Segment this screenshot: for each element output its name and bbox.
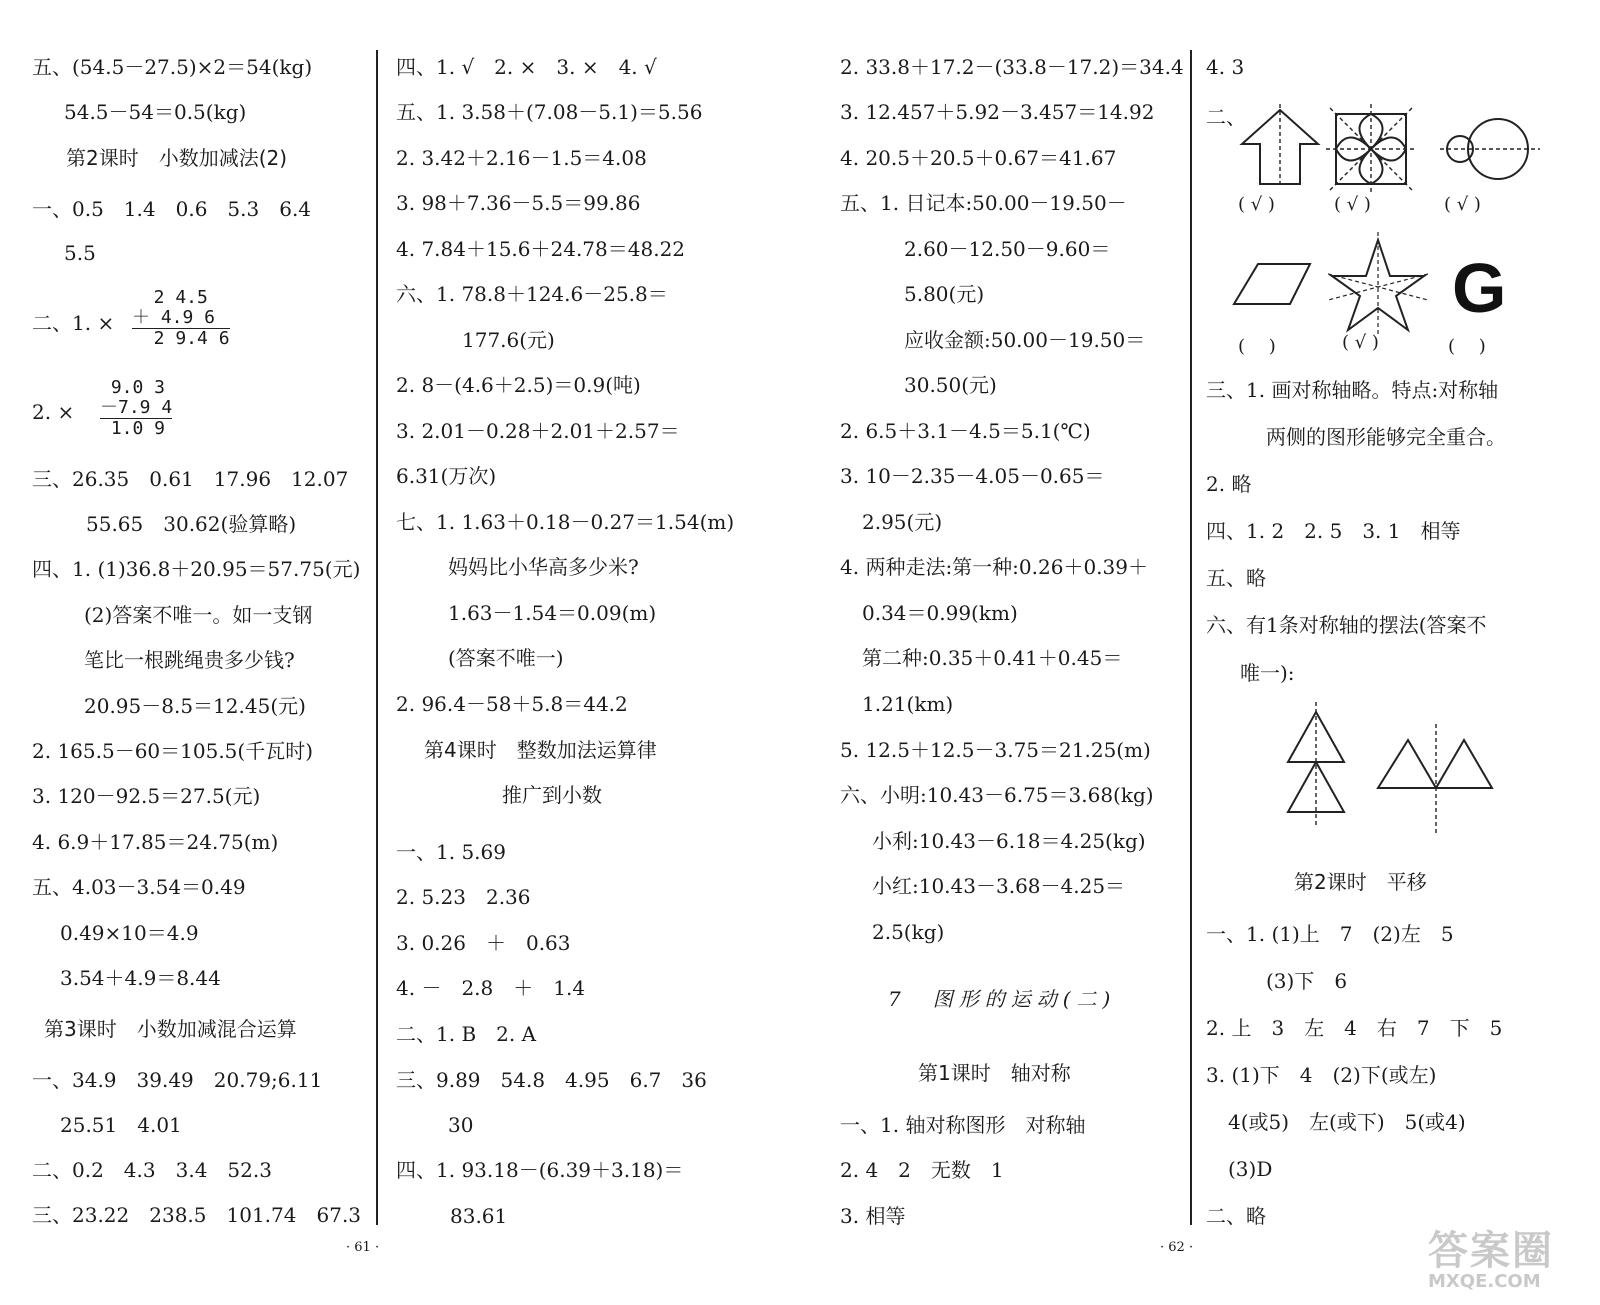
c4-line: 唯一): (1240, 661, 1295, 685)
vertical-calc-subtraction (100, 378, 172, 439)
c2-line: 2. 96.4－58＋5.8＝44.2 (396, 692, 628, 716)
c4-line: 一、1. (1)上 7 (2)左 5 (1206, 922, 1454, 946)
calc-row: 2 4.5 (132, 287, 208, 308)
c2-line: 2. 5.23 2.36 (396, 885, 531, 909)
c3-line: 2.60－12.50－9.60＝ (904, 237, 1111, 261)
c1-line: 五、(54.5－27.5)×2＝54(kg) (32, 55, 313, 79)
c1-line: 一、34.9 39.49 20.79;6.11 (32, 1068, 323, 1092)
c3-line: 5. 12.5＋12.5－3.75＝21.25(m) (840, 738, 1151, 762)
c4-line: (3)下 6 (1266, 969, 1348, 993)
c3-line: 1.21(km) (862, 692, 954, 716)
answer-mark: ( √ ) (1444, 194, 1481, 215)
c3-line: 五、1. 日记本:50.00－19.50－ (840, 191, 1127, 215)
watermark-sub: MXQE.COM (1428, 1271, 1541, 1292)
c4-line: 2. 上 3 左 4 右 7 下 5 (1206, 1016, 1503, 1040)
c3-line: 第二种:0.35＋0.41＋0.45＝ (862, 646, 1123, 670)
c2-line: 1.63－1.54＝0.09(m) (448, 601, 657, 625)
lesson-title: 第2课时 平移 (1294, 870, 1427, 894)
c2-line: 83.61 (450, 1204, 508, 1228)
c2-line: 30 (448, 1113, 474, 1137)
letter-g: G (1452, 249, 1507, 327)
c2-line: 一、1. 5.69 (396, 840, 506, 864)
vertical-calc-addition (132, 288, 230, 349)
two-circles-figure (1440, 119, 1540, 179)
c2-line: 妈妈比小华高多少米? (448, 555, 639, 579)
c4-line: 六、有1条对称轴的摆法(答案不 (1206, 613, 1487, 637)
lesson-title: 第2课时 小数加减法(2) (66, 146, 288, 170)
answer-mark: ( ) (1238, 336, 1276, 357)
answer-mark: ( √ ) (1342, 332, 1379, 353)
c3-line: 一、1. 轴对称图形 对称轴 (840, 1113, 1086, 1137)
c2-line: 2. 3.42＋2.16－1.5＝4.08 (396, 146, 647, 170)
stacked-triangles (1288, 702, 1344, 826)
calc-row: 2 9.4 6 (132, 328, 230, 349)
answer-mark: ( √ ) (1238, 194, 1275, 215)
c4-line: 2. 略 (1206, 472, 1252, 496)
c1-line: 三、23.22 238.5 101.74 67.3 (32, 1203, 362, 1227)
c1-line: 笔比一根跳绳贵多少钱? (84, 648, 295, 672)
calc-row: －7.9 4 (100, 397, 173, 418)
c3-line: 小利:10.43－6.18＝4.25(kg) (872, 829, 1146, 853)
arrow-figure (1242, 104, 1318, 188)
watermark (1428, 1228, 1578, 1292)
c4-line: 三、1. 画对称轴略。特点:对称轴 (1206, 378, 1499, 402)
page-number-right: · 62 · (1160, 1240, 1194, 1255)
c4-line: 两侧的图形能够完全重合。 (1266, 425, 1506, 449)
star-figure (1328, 232, 1428, 336)
lesson-title: 第3课时 小数加减混合运算 (44, 1017, 297, 1041)
c1-line: 二、1. × (32, 311, 115, 335)
c1-line: 五、4.03－3.54＝0.49 (32, 875, 246, 899)
c2-line: 6.31(万次) (396, 464, 497, 488)
calc-row: 1.0 9 (100, 418, 166, 439)
c4-line: 4(或5) 左(或下) 5(或4) (1228, 1110, 1466, 1134)
c3-line: 3. 10－2.35－4.05－0.65＝ (840, 464, 1105, 488)
c3-line: 0.34＝0.99(km) (862, 601, 1018, 625)
c2-line: 六、1. 78.8＋124.6－25.8＝ (396, 282, 668, 306)
c1-line: (2)答案不唯一。如一支钢 (84, 603, 313, 627)
column-divider-left (376, 50, 378, 1225)
c4-line: 3. (1)下 4 (2)下(或左) (1206, 1063, 1437, 1087)
c3-line: 5.80(元) (904, 282, 985, 306)
c3-line: 4. 20.5＋20.5＋0.67＝41.67 (840, 146, 1117, 170)
c4-line: 五、略 (1206, 566, 1266, 590)
c2-line: 3. 2.01－0.28＋2.01＋2.57＝ (396, 419, 680, 443)
c3-line: 3. 12.457＋5.92－3.457＝14.92 (840, 100, 1155, 124)
flower-square-figure (1326, 104, 1416, 194)
c2-line: 3. 0.26 ＋ 0.63 (396, 931, 571, 955)
c2-line: 七、1. 1.63＋0.18－0.27＝1.54(m) (396, 510, 735, 534)
c1-line: 3.54＋4.9＝8.44 (60, 966, 221, 990)
c2-line: 4. 7.84＋15.6＋24.78＝48.22 (396, 237, 686, 261)
c2-line: 四、1. 93.18－(6.39＋3.18)＝ (396, 1158, 684, 1182)
c3-line: 六、小明:10.43－6.75＝3.68(kg) (840, 783, 1154, 807)
c3-line: 3. 相等 (840, 1204, 906, 1228)
c1-line: 2. × (32, 400, 75, 424)
c2-line: 2. 8－(4.6＋2.5)＝0.9(吨) (396, 373, 641, 397)
column-divider-right (1190, 50, 1192, 1225)
chapter-title: 7 图形的运动(二) (888, 987, 1117, 1011)
c3-line: 2. 4 2 无数 1 (840, 1158, 1004, 1182)
c1-line: 55.65 30.62(验算略) (86, 512, 297, 536)
answer-mark: ( √ ) (1334, 194, 1371, 215)
c1-line: 54.5－54＝0.5(kg) (64, 100, 247, 124)
symmetry-figures (1230, 104, 1560, 354)
c3-line: 2. 6.5＋3.1－4.5＝5.1(℃) (840, 419, 1091, 443)
calc-row: ＋ 4.9 6 (132, 308, 230, 329)
lesson-title: 第1课时 轴对称 (918, 1061, 1071, 1085)
c1-line: 5.5 (64, 241, 96, 265)
c2-line: 177.6(元) (462, 328, 555, 352)
c1-line: 2. 165.5－60＝105.5(千瓦时) (32, 739, 314, 763)
c1-line: 3. 120－92.5＝27.5(元) (32, 784, 261, 808)
c2-line: 二、1. B 2. A (396, 1022, 537, 1046)
lesson-title: 第4课时 整数加法运算律 (424, 738, 657, 762)
c1-line: 三、26.35 0.61 17.96 12.07 (32, 467, 349, 491)
c2-line: 四、1. √ 2. × 3. × 4. √ (396, 55, 657, 79)
calc-row: 9.0 3 (100, 377, 166, 398)
c1-line: 4. 6.9＋17.85＝24.75(m) (32, 830, 279, 854)
c3-line: 30.50(元) (904, 373, 997, 397)
c1-line: 20.95－8.5＝12.45(元) (84, 694, 306, 718)
lesson-subtitle: 推广到小数 (502, 783, 602, 807)
c1-line: 一、0.5 1.4 0.6 5.3 6.4 (32, 197, 312, 221)
c3-line: 2. 33.8＋17.2－(33.8－17.2)＝34.4 (840, 55, 1184, 79)
c3-line: 2.5(kg) (872, 920, 945, 944)
c3-line: 小红:10.43－3.68－4.25＝ (872, 874, 1126, 898)
c1-line: 25.51 4.01 (60, 1113, 182, 1137)
c1-line: 二、0.2 4.3 3.4 52.3 (32, 1158, 272, 1182)
answer-mark: ( ) (1448, 336, 1486, 357)
c2-line: 4. － 2.8 ＋ 1.4 (396, 976, 586, 1000)
triangle-arrangements (1280, 700, 1520, 840)
c2-line: 三、9.89 54.8 4.95 6.7 36 (396, 1068, 707, 1092)
parallelogram-figure (1234, 264, 1310, 304)
c3-line: 4. 两种走法:第一种:0.26＋0.39＋ (840, 555, 1148, 579)
c4-line: 二、 (1206, 105, 1246, 129)
watermark-main: 答案圈 (1428, 1228, 1554, 1274)
c2-line: 3. 98＋7.36－5.5＝99.86 (396, 191, 641, 215)
c4-line: 4. 3 (1206, 55, 1245, 79)
c1-line: 四、1. (1)36.8＋20.95＝57.75(元) (32, 557, 361, 581)
c3-line: 2.95(元) (862, 510, 943, 534)
c1-line: 0.49×10＝4.9 (60, 921, 199, 945)
c4-line: 四、1. 2 2. 5 3. 1 相等 (1206, 519, 1461, 543)
c3-line: 应收金额:50.00－19.50＝ (904, 328, 1146, 352)
c4-line: 二、略 (1206, 1204, 1266, 1228)
c4-line: (3)D (1228, 1157, 1273, 1181)
side-by-side-triangles (1378, 724, 1492, 834)
c2-line: (答案不唯一) (448, 646, 564, 670)
page-number-left: · 61 · (346, 1240, 380, 1255)
c2-line: 五、1. 3.58＋(7.08－5.1)＝5.56 (396, 100, 703, 124)
